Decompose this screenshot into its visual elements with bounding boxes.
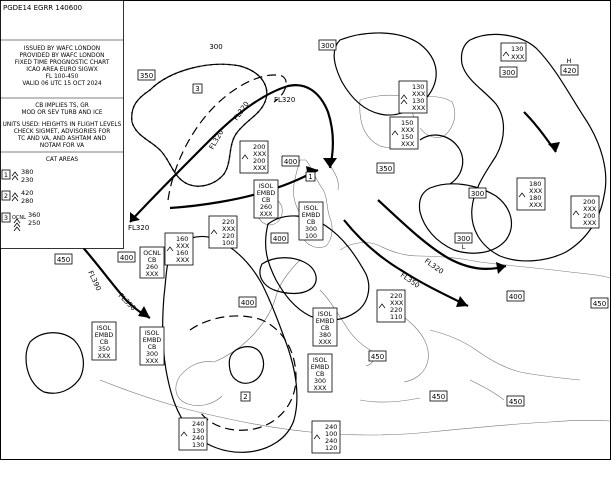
issued-line-3: FIXED TIME PROGNOSTIC CHART [14, 60, 110, 66]
cat-area-3-base: 250 [28, 219, 41, 227]
tropopause-value: 450 [508, 398, 523, 406]
note-line-1: CB IMPLIES TS, GR [35, 103, 89, 109]
tropopause-plain-value: 300 [209, 43, 223, 51]
turbulence-box [571, 196, 599, 228]
chart-id: PGDE14 EGRR 140600 [3, 4, 83, 12]
cb-line: CB [261, 197, 271, 204]
turb-line: 200 [583, 212, 596, 220]
cat-area-3-prefix: OCNL [12, 215, 26, 221]
turb-line: XXX [529, 187, 543, 195]
cb-line: 300 [313, 378, 327, 385]
tropopause-box [430, 391, 447, 401]
tropopause-value: 400 [240, 299, 255, 307]
turb-line: XXX [176, 242, 190, 250]
turb-line: XXX [390, 299, 404, 307]
tropopause-box [591, 298, 608, 308]
jet-label: FL350 [398, 271, 421, 290]
cb-line: CB [147, 344, 157, 351]
cb-box [313, 308, 337, 346]
cb-line: ISOL [144, 330, 160, 337]
turb-line: 220 [390, 292, 403, 300]
turbulence-box [209, 216, 237, 248]
cb-line: ISOL [303, 205, 319, 212]
turb-base: XXX [511, 53, 525, 61]
cb-box [308, 354, 332, 392]
tropopause-box [282, 156, 299, 166]
tropopause-value: 450 [431, 393, 446, 401]
cb-line: EMBD [310, 364, 330, 371]
note-line-2: MOD OR SEV TURB AND ICE [21, 110, 103, 116]
turb-line: 220 [222, 232, 235, 240]
turb-line: 150 [401, 133, 414, 141]
turb-line: 160 [176, 249, 189, 257]
tropopause-high-value: 420 [562, 67, 577, 75]
turb-line: 110 [390, 313, 403, 321]
turb-top: 130 [511, 45, 524, 53]
turbulence-box [501, 43, 526, 61]
cb-line: 300 [304, 226, 318, 233]
turbulence-box [165, 233, 193, 265]
turb-line: XXX [412, 90, 426, 98]
turbulence-box [312, 421, 340, 453]
jet-label: FL320 [274, 96, 296, 104]
tropopause-box [507, 291, 524, 301]
units-line-3: TC AND VA, AND ASHTAM AND [17, 136, 107, 142]
tropopause-value: 300 [470, 190, 485, 198]
turb-line: 240 [192, 434, 205, 442]
turb-line: 220 [222, 218, 235, 226]
tropopause-value: 350 [378, 165, 393, 173]
issued-line-1: ISSUED BY WAFC LONDON [23, 46, 101, 52]
area-label-2: 2 [243, 393, 248, 401]
turb-line: 200 [253, 143, 266, 151]
cat-areas-title: CAT AREAS [45, 157, 79, 163]
tropopause-value: 400 [508, 293, 523, 301]
turb-line: 130 [192, 427, 205, 435]
tropopause-box [55, 254, 72, 264]
cb-line: CB [315, 371, 325, 378]
tropopause-high-letter: H [566, 57, 572, 65]
area-label-1: 1 [308, 173, 313, 181]
tropopause-box [319, 40, 336, 50]
cb-line: XXX [145, 271, 159, 278]
turb-line: 200 [253, 157, 266, 165]
turbulence-box [390, 117, 418, 149]
turb-line: XXX [176, 256, 190, 264]
units-line-2: CHECK SIGMET, ADVISORIES FOR [13, 129, 111, 135]
cb-line: 300 [145, 351, 159, 358]
turb-line: XXX [253, 164, 267, 172]
turb-line: 120 [325, 444, 338, 452]
units-line-4: NOTAM FOR VA [39, 143, 85, 149]
cb-line: EMBD [256, 190, 276, 197]
cb-box [140, 327, 164, 365]
turb-line: 180 [529, 180, 542, 188]
header-panel [1, 1, 124, 249]
cb-line: EMBD [301, 212, 321, 219]
cat-area-2-base: 280 [21, 197, 34, 205]
tropopause-box [138, 70, 155, 80]
cat-area-3-num: 3 [3, 214, 9, 222]
turb-line: XXX [529, 201, 543, 209]
tropopause-value: 400 [119, 254, 134, 262]
tropopause-box [500, 67, 517, 77]
cb-line: 350 [97, 346, 111, 353]
cb-box [254, 180, 278, 218]
cb-line: EMBD [94, 332, 114, 339]
cb-line: 260 [145, 264, 159, 271]
turb-line: 150 [401, 119, 414, 127]
turb-line: 130 [192, 441, 205, 449]
cb-line: EMBD [315, 318, 335, 325]
turbulence-box [240, 141, 268, 173]
cat-area-3-top: 360 [28, 211, 41, 219]
turb-line: 220 [390, 306, 403, 314]
turb-line: 200 [583, 198, 596, 206]
cat-area-2-num: 2 [3, 192, 9, 200]
turb-line: 100 [325, 430, 338, 438]
turbulence-box [377, 290, 405, 322]
turb-line: 100 [222, 239, 235, 247]
issued-line-4: ICAO AREA EURO SIGWX [26, 67, 98, 73]
cb-line: EMBD [142, 337, 162, 344]
cb-line: XXX [313, 385, 327, 392]
cb-line: ISOL [258, 183, 274, 190]
cb-line: 260 [259, 204, 273, 211]
tropopause-value: 300 [501, 69, 516, 77]
cb-line: 100 [304, 233, 318, 240]
tropopause-value: 400 [283, 158, 298, 166]
jet-label: FL320 [128, 224, 150, 232]
tropopause-value: 450 [56, 256, 71, 264]
cb-line: CB [306, 219, 316, 226]
tropopause-value: 450 [592, 300, 607, 308]
turbulence-box [517, 178, 545, 210]
cb-line: XXX [259, 211, 273, 218]
cat-area-1-base: 230 [21, 176, 34, 184]
issued-line-6: VALID 06 UTC 15 OCT 2024 [22, 81, 102, 87]
tropopause-box [377, 163, 394, 173]
issued-line-5: FL 100-450 [45, 74, 79, 80]
turb-line: XXX [401, 140, 415, 148]
cb-line: XXX [318, 339, 332, 346]
turb-line: XXX [583, 205, 597, 213]
issued-line-2: PROVIDED BY WAFC LONDON [19, 53, 105, 59]
turb-line: XXX [583, 219, 597, 227]
turbulence-box [179, 418, 207, 450]
area-label-3: 3 [195, 85, 200, 93]
tropopause-value: 450 [370, 353, 385, 361]
turb-line: 240 [192, 420, 205, 428]
cb-line: ISOL [96, 325, 112, 332]
turb-line: 130 [412, 83, 425, 91]
cb-line: XXX [145, 358, 159, 365]
turb-line: XXX [222, 225, 236, 233]
cb-line: 380 [318, 332, 332, 339]
tropopause-value: 400 [272, 235, 287, 243]
jet-label: FL390 [116, 291, 138, 313]
tropopause-box [369, 351, 386, 361]
turb-line: 130 [412, 97, 425, 105]
turb-line: XXX [412, 104, 426, 112]
jet-label: FL320 [207, 128, 226, 151]
turb-line: 180 [529, 194, 542, 202]
cb-box [92, 322, 116, 360]
units-line-1: UNITS USED: HEIGHTS IN FLIGHT LEVELS [2, 122, 122, 128]
turb-line: XXX [401, 126, 415, 134]
turb-line: 240 [325, 437, 338, 445]
cat-area-2-top: 420 [21, 189, 34, 197]
tropopause-box [239, 297, 256, 307]
tropopause-box [118, 252, 135, 262]
jet-label: FL390 [86, 269, 103, 293]
cb-line: ISOL [312, 357, 328, 364]
cat-area-1-top: 380 [21, 168, 34, 176]
cat-area-1-num: 1 [3, 171, 9, 179]
cb-line: XXX [97, 353, 111, 360]
jet-label: FL320 [232, 100, 251, 123]
tropopause-box [469, 188, 486, 198]
tropopause-low-value: 300 [456, 235, 471, 243]
tropopause-value: 350 [139, 72, 154, 80]
turb-line: XXX [253, 150, 267, 158]
cb-line: CB [99, 339, 109, 346]
tropopause-value: 300 [320, 42, 335, 50]
jet-label: FL320 [422, 257, 445, 276]
cb-box [140, 247, 164, 278]
cb-box [299, 202, 323, 240]
tropopause-low-letter: L [461, 243, 466, 251]
turbulence-box [399, 81, 427, 113]
turb-line: 160 [176, 235, 189, 243]
cb-line: ISOL [317, 311, 333, 318]
cb-line: CB [320, 325, 330, 332]
tropopause-box [507, 396, 524, 406]
cb-line: CB [147, 257, 157, 264]
turb-line: 240 [325, 423, 338, 431]
tropopause-box [271, 233, 288, 243]
cb-line: OCNL [143, 250, 161, 257]
